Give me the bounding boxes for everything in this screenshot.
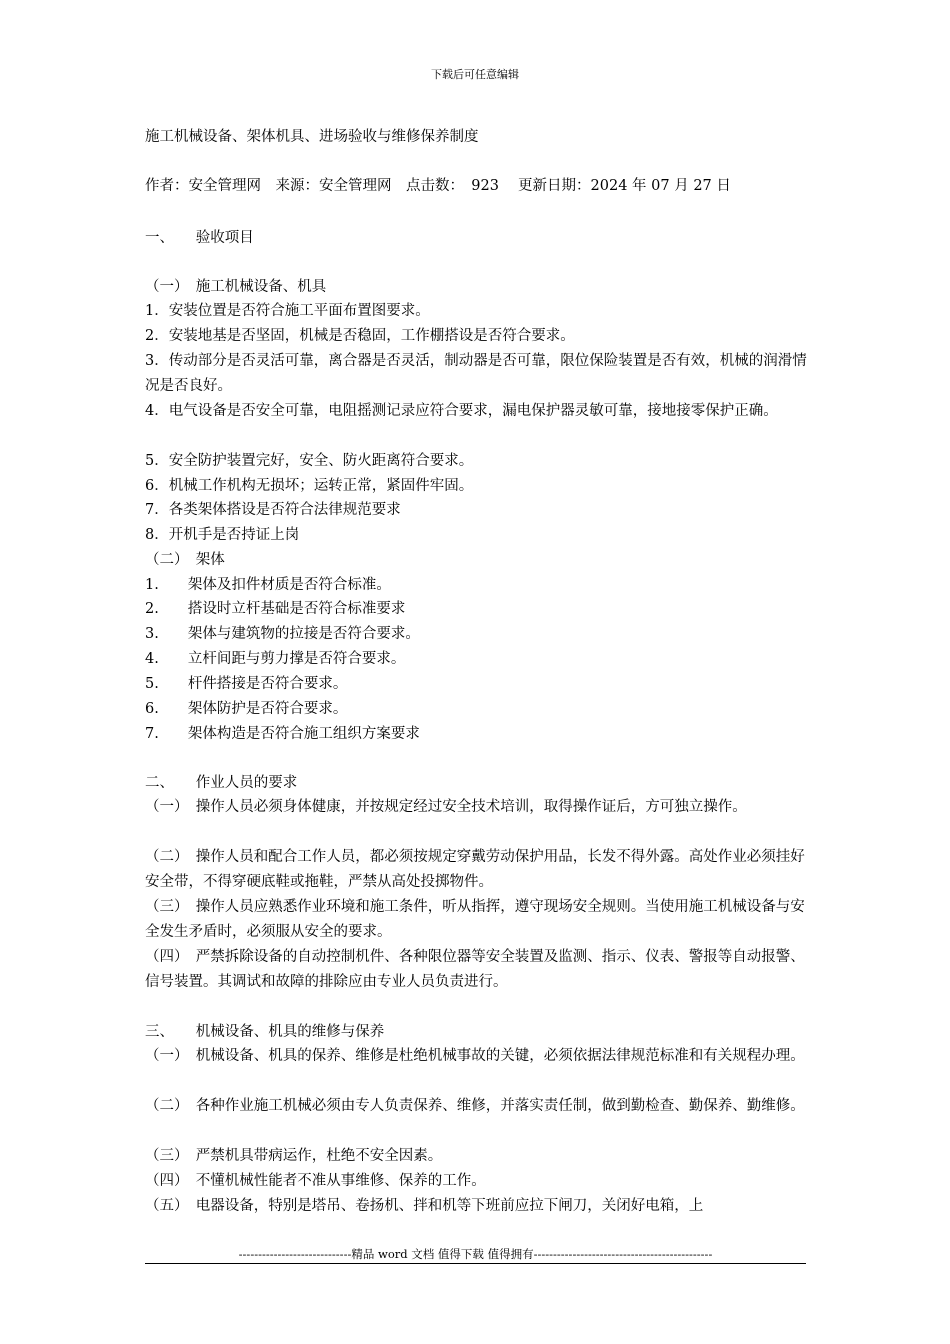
list-item: （一） 操作人员必须身体健康，并按规定经过安全技术培训，取得操作证后，方可独立操作。: [145, 799, 747, 815]
list-item: 1. 架体及扣件材质是否符合标准。: [145, 577, 391, 593]
document-meta: 作者：安全管理网 来源：安全管理网 点击数： 923 更新日期：2024 年 07 月 27 日: [145, 178, 731, 194]
list-item: 1．安装位置是否符合施工平面布置图要求。: [145, 303, 430, 319]
list-item: 3. 架体与建筑物的拉接是否符合要求。: [145, 626, 420, 642]
list-item: （四） 不懂机械性能者不准从事维修、保养的工作。: [145, 1173, 486, 1189]
list-item: （二） 操作人员和配合工作人员，都必须按规定穿戴劳动保护用品，长发不得外露。高处作业必须挂好安全带，不得穿硬底鞋或拖鞋，严禁从高处投掷物件。: [145, 849, 805, 890]
list-item: 7．各类架体搭设是否符合法律规范要求: [145, 502, 401, 518]
list-item: 4．电气设备是否安全可靠，电阻摇测记录应符合要求，漏电保护器灵敏可靠，接地接零保护正确。: [145, 403, 778, 419]
list-item: 3．传动部分是否灵活可靠，离合器是否灵活，制动器是否可靠，限位保险装置是否有效，机械的润滑情况是否良好。: [145, 353, 807, 394]
page-footer: -----------------------------精品 word 文档 值得下载 值得拥有----------------------------------------------: [238, 1247, 713, 1261]
list-item: 8．开机手是否持证上岗: [145, 527, 300, 543]
list-item: 6．机械工作机构无损坏；运转正常，紧固件牢固。: [145, 478, 474, 494]
list-item: 5．安全防护装置完好，安全、防火距离符合要求。: [145, 453, 474, 469]
section-2-heading: 二、 作业人员的要求: [145, 775, 298, 791]
list-item: 4. 立杆间距与剪力撑是否符合要求。: [145, 651, 406, 667]
section-1-sub2-heading: （二） 架体: [145, 552, 225, 568]
list-item: 7. 架体构造是否符合施工组织方案要求: [145, 726, 420, 742]
list-item: （三） 操作人员应熟悉作业环境和施工条件，听从指挥，遵守现场安全规则。当使用施工机械设备与安全发生矛盾时，必须服从安全的要求。: [145, 899, 805, 940]
section-1-heading: 一、 验收项目: [145, 230, 254, 246]
list-item: 5. 杆件搭接是否符合要求。: [145, 676, 348, 692]
list-item: 6. 架体防护是否符合要求。: [145, 701, 348, 717]
document-title: 施工机械设备、架体机具、进场验收与维修保养制度: [145, 129, 479, 145]
section-3-heading: 三、 机械设备、机具的维修与保养: [145, 1024, 385, 1040]
footer-divider: [145, 1263, 806, 1264]
list-item: （二） 各种作业施工机械必须由专人负责保养、维修，并落实责任制，做到勤检查、勤保养、勤维修。: [145, 1098, 805, 1114]
section-1-sub1-heading: （一） 施工机械设备、机具: [145, 279, 327, 295]
list-item: （五） 电器设备，特别是塔吊、卷扬机、拌和机等下班前应拉下闸刀，关闭好电箱，上: [145, 1198, 704, 1214]
list-item: （三） 严禁机具带病运作，杜绝不安全因素。: [145, 1148, 443, 1164]
list-item: （一） 机械设备、机具的保养、维修是杜绝机械事故的关键，必须依据法律规范标准和有关规程办理。: [145, 1048, 805, 1064]
list-item: 2．安装地基是否坚固，机械是否稳固，工作棚搭设是否符合要求。: [145, 328, 575, 344]
list-item: 2. 搭设时立杆基础是否符合标准要求: [145, 601, 406, 617]
list-item: （四） 严禁拆除设备的自动控制机件、各种限位器等安全装置及监测、指示、仪表、警报等自动报警、信号装置。其调试和故障的排除应由专业人员负责进行。: [145, 949, 805, 990]
top-note: 下载后可任意编辑: [431, 68, 519, 81]
